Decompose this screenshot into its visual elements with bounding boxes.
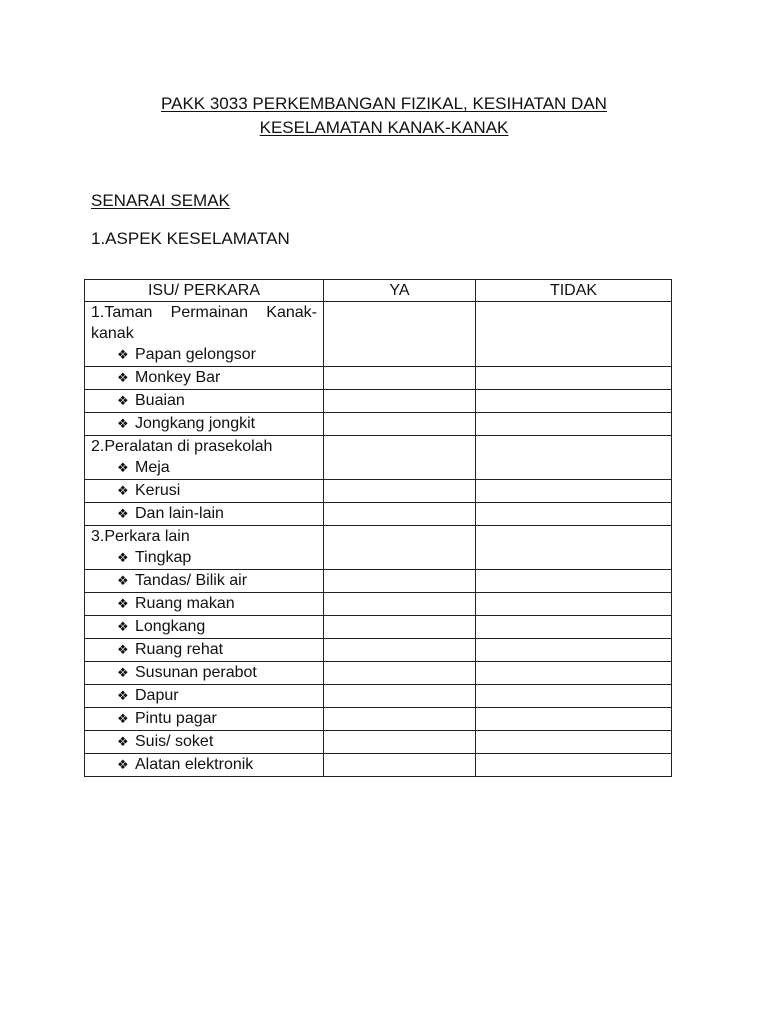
table-row — [85, 390, 672, 413]
table-row — [85, 685, 672, 708]
list-item — [91, 480, 317, 502]
list-item-label: Kerusi — [135, 482, 181, 499]
list-item-label: Longkang — [135, 618, 206, 635]
list-item — [91, 547, 317, 569]
item-cell — [85, 593, 324, 616]
table-row — [85, 302, 672, 367]
tidak-checkbox-cell[interactable] — [476, 503, 672, 526]
tidak-checkbox-cell[interactable] — [476, 685, 672, 708]
list-item — [91, 503, 317, 525]
list-item — [91, 367, 317, 389]
diamond-bullet-icon: ❖ — [117, 597, 129, 612]
table-row — [85, 436, 672, 480]
list-item-label: Alatan elektronik — [135, 756, 254, 773]
tidak-checkbox-cell[interactable] — [476, 480, 672, 503]
ya-checkbox-cell[interactable] — [324, 639, 476, 662]
item-cell — [85, 367, 324, 390]
diamond-bullet-icon: ❖ — [117, 574, 129, 589]
diamond-bullet-icon: ❖ — [117, 735, 129, 750]
diamond-bullet-icon: ❖ — [117, 461, 129, 476]
list-item — [91, 570, 317, 592]
list-item-label: Suis/ soket — [135, 733, 214, 750]
diamond-bullet-icon: ❖ — [117, 643, 129, 658]
ya-checkbox-cell[interactable] — [324, 662, 476, 685]
ya-checkbox-cell[interactable] — [324, 708, 476, 731]
ya-checkbox-cell[interactable] — [324, 436, 476, 480]
section-heading: SENARAI SEMAK — [91, 191, 230, 210]
tidak-checkbox-cell[interactable] — [476, 436, 672, 480]
title-line-2: KESELAMATAN KANAK-KANAK — [259, 118, 509, 137]
tidak-checkbox-cell[interactable] — [476, 708, 672, 731]
table-row — [85, 731, 672, 754]
ya-checkbox-cell[interactable] — [324, 685, 476, 708]
tidak-checkbox-cell[interactable] — [476, 616, 672, 639]
list-item — [91, 616, 317, 638]
diamond-bullet-icon: ❖ — [117, 348, 129, 363]
group-title: 2.Peralatan di prasekolah — [91, 438, 273, 455]
item-cell — [85, 480, 324, 503]
ya-checkbox-cell[interactable] — [324, 413, 476, 436]
list-item — [91, 685, 317, 707]
table-row — [85, 593, 672, 616]
list-item-label: Buaian — [135, 392, 185, 409]
tidak-checkbox-cell[interactable] — [476, 367, 672, 390]
list-item-label: Jongkang jongkit — [135, 415, 256, 432]
tidak-checkbox-cell[interactable] — [476, 526, 672, 570]
ya-checkbox-cell[interactable] — [324, 390, 476, 413]
tidak-checkbox-cell[interactable] — [476, 662, 672, 685]
list-item-label: Ruang rehat — [135, 641, 224, 658]
table-row — [85, 708, 672, 731]
tidak-checkbox-cell[interactable] — [476, 570, 672, 593]
list-item — [91, 413, 317, 435]
list-item — [91, 593, 317, 615]
tidak-checkbox-cell[interactable] — [476, 413, 672, 436]
list-item — [91, 662, 317, 684]
list-item — [91, 457, 317, 479]
ya-checkbox-cell[interactable] — [324, 526, 476, 570]
document-title — [0, 92, 768, 140]
item-cell — [85, 436, 324, 480]
ya-checkbox-cell[interactable] — [324, 731, 476, 754]
header-isu-perkara: ISU/ PERKARA — [85, 280, 324, 302]
item-cell — [85, 708, 324, 731]
item-cell — [85, 390, 324, 413]
diamond-bullet-icon: ❖ — [117, 758, 129, 773]
tidak-checkbox-cell[interactable] — [476, 593, 672, 616]
list-item-label: Tingkap — [135, 549, 192, 566]
list-item — [91, 344, 317, 366]
ya-checkbox-cell[interactable] — [324, 616, 476, 639]
list-item-label: Dan lain-lain — [135, 505, 224, 522]
header-tidak: TIDAK — [476, 280, 672, 302]
diamond-bullet-icon: ❖ — [117, 620, 129, 635]
subsection-heading: 1.ASPEK KESELAMATAN — [91, 229, 290, 248]
item-cell — [85, 685, 324, 708]
list-item — [91, 390, 317, 412]
tidak-checkbox-cell[interactable] — [476, 302, 672, 367]
tidak-checkbox-cell[interactable] — [476, 754, 672, 777]
header-ya: YA — [324, 280, 476, 302]
item-cell — [85, 302, 324, 367]
table-row — [85, 570, 672, 593]
diamond-bullet-icon: ❖ — [117, 689, 129, 704]
diamond-bullet-icon: ❖ — [117, 507, 129, 522]
item-cell — [85, 503, 324, 526]
table-row — [85, 480, 672, 503]
list-item-label: Meja — [135, 459, 170, 476]
item-cell — [85, 526, 324, 570]
group-title: 1.Taman Permainan Kanak-kanak — [91, 304, 317, 342]
list-item-label: Dapur — [135, 687, 179, 704]
list-item — [91, 708, 317, 730]
ya-checkbox-cell[interactable] — [324, 302, 476, 367]
ya-checkbox-cell[interactable] — [324, 593, 476, 616]
table-row — [85, 616, 672, 639]
table-row — [85, 526, 672, 570]
ya-checkbox-cell[interactable] — [324, 480, 476, 503]
list-item-label: Susunan perabot — [135, 664, 257, 681]
diamond-bullet-icon: ❖ — [117, 712, 129, 727]
tidak-checkbox-cell[interactable] — [476, 390, 672, 413]
ya-checkbox-cell[interactable] — [324, 503, 476, 526]
ya-checkbox-cell[interactable] — [324, 570, 476, 593]
table-row — [85, 662, 672, 685]
diamond-bullet-icon: ❖ — [117, 484, 129, 499]
item-cell — [85, 616, 324, 639]
list-item — [91, 731, 317, 753]
item-cell — [85, 570, 324, 593]
checklist-table — [84, 279, 672, 777]
tidak-checkbox-cell[interactable] — [476, 639, 672, 662]
diamond-bullet-icon: ❖ — [117, 666, 129, 681]
list-item-label: Papan gelongsor — [135, 346, 256, 363]
list-item-label: Tandas/ Bilik air — [135, 572, 248, 589]
diamond-bullet-icon: ❖ — [117, 394, 129, 409]
item-cell — [85, 754, 324, 777]
diamond-bullet-icon: ❖ — [117, 371, 129, 386]
table-row — [85, 367, 672, 390]
table-row — [85, 413, 672, 436]
item-cell — [85, 639, 324, 662]
item-cell — [85, 413, 324, 436]
table-row — [85, 754, 672, 777]
group-title: 3.Perkara lain — [91, 528, 190, 545]
diamond-bullet-icon: ❖ — [117, 417, 129, 432]
list-item-label: Pintu pagar — [135, 710, 217, 727]
title-line-1: PAKK 3033 PERKEMBANGAN FIZIKAL, KESIHATAN DAN — [161, 94, 607, 113]
list-item — [91, 754, 317, 776]
table-header-row — [85, 280, 672, 302]
table-row — [85, 639, 672, 662]
ya-checkbox-cell[interactable] — [324, 754, 476, 777]
table-row — [85, 503, 672, 526]
list-item — [91, 639, 317, 661]
ya-checkbox-cell[interactable] — [324, 367, 476, 390]
item-cell — [85, 731, 324, 754]
tidak-checkbox-cell[interactable] — [476, 731, 672, 754]
diamond-bullet-icon: ❖ — [117, 551, 129, 566]
list-item-label: Monkey Bar — [135, 369, 221, 386]
list-item-label: Ruang makan — [135, 595, 235, 612]
item-cell — [85, 662, 324, 685]
checklist-body — [85, 302, 672, 777]
